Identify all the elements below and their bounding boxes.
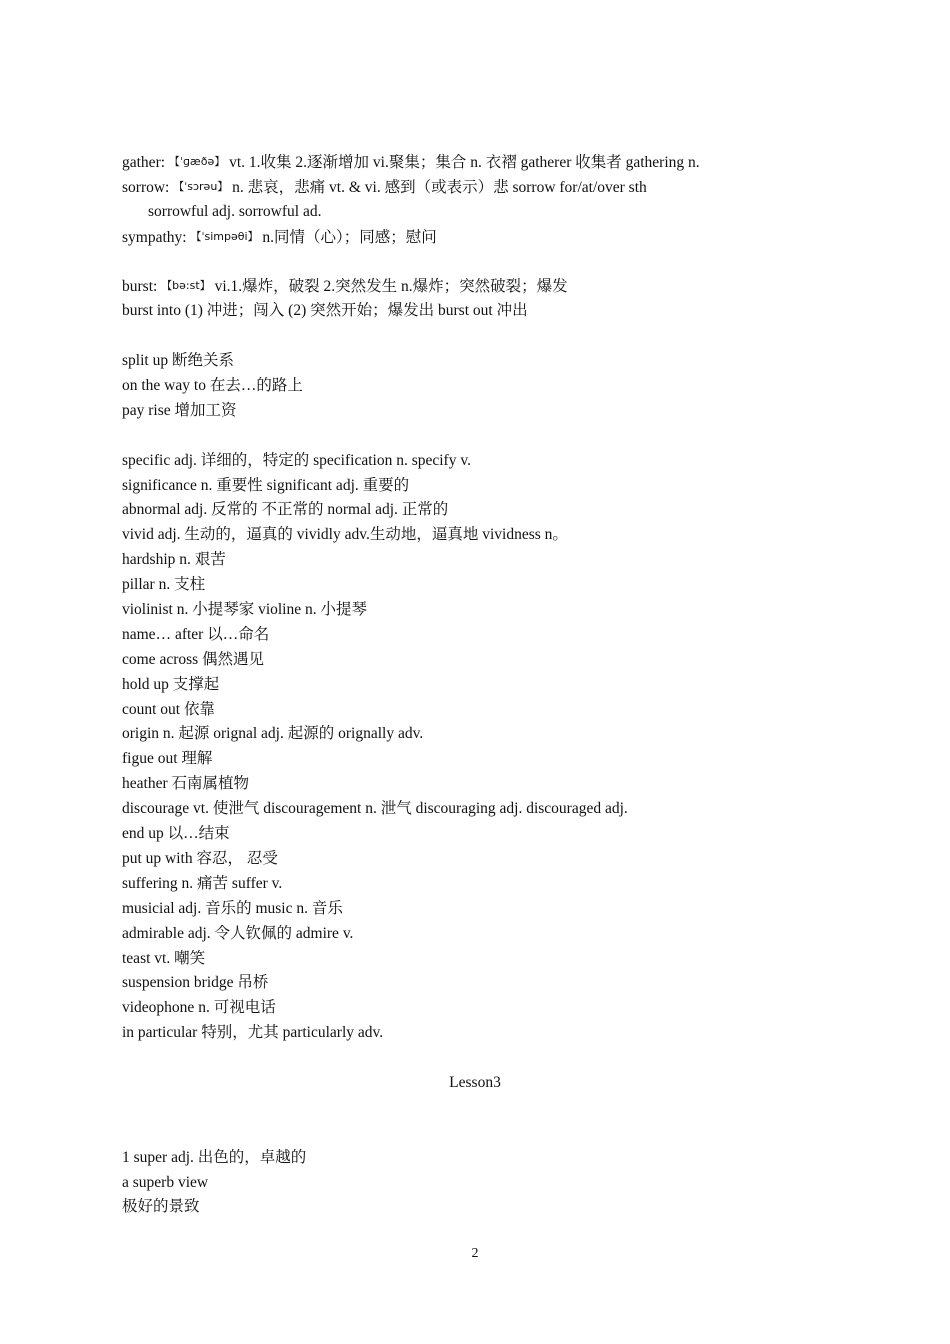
entry-hardship: hardship n. 艰苦 xyxy=(122,551,226,569)
entry-name-after: name… after 以…命名 xyxy=(122,625,270,643)
blank-line xyxy=(122,250,822,275)
lesson-heading: Lesson3 xyxy=(449,1073,501,1091)
entry-suspension-bridge: suspension bridge 吊桥 xyxy=(122,974,269,992)
blank-line xyxy=(122,1046,822,1071)
entry-count-out: count out 依靠 xyxy=(122,700,215,718)
entry-figue-out: figue out 理解 xyxy=(122,750,213,768)
entry-put-up-with: put up with 容忍， 忍受 xyxy=(122,849,278,867)
entry-vivid: vivid adj. 生动的，逼真的 vividly adv.生动地，逼真地 vividness n。 xyxy=(122,526,568,544)
entry-on-the-way-to: on the way to 在去…的路上 xyxy=(122,377,303,395)
entry-abnormal: abnormal adj. 反常的 不正常的 normal adj. 正常的 xyxy=(122,501,449,519)
entry-admirable: admirable adj. 令人钦佩的 admire v. xyxy=(122,924,354,942)
entry-split-up: split up 断绝关系 xyxy=(122,352,234,370)
entry-sympathy: sympathy: 【ˈsimpəθi】 n.同情（心）；同感；慰问 xyxy=(122,228,437,246)
entry-sorrow: sorrow: 【ˈsɔrəu】 n. 悲哀，悲痛 vt. & vi. 感到（或表示）悲 sorrow for/at/over sth xyxy=(122,178,647,196)
entry-super: 1 super adj. 出色的，卓越的 xyxy=(122,1148,307,1166)
entry-hold-up: hold up 支撑起 xyxy=(122,675,220,693)
phonetic-gather: 【ˈɡæðə】 xyxy=(168,155,226,168)
entry-pillar: pillar n. 支柱 xyxy=(122,576,206,594)
entry-videophone: videophone n. 可视电话 xyxy=(122,999,276,1017)
entry-teast: teast vt. 嘲笑 xyxy=(122,949,206,967)
entry-pay-rise: pay rise 增加工资 xyxy=(122,401,237,419)
phonetic-burst: 【bə:st】 xyxy=(161,279,211,293)
entry-gather: gather: 【ˈɡæðə】 vt. 1.收集 2.逐渐增加 vi.聚集；集合 n. 衣褶 gatherer 收集者 gathering n. xyxy=(122,154,700,171)
entry-come-across: come across 偶然遇见 xyxy=(122,650,265,668)
document-body xyxy=(122,150,822,1220)
phonetic-sorrow: 【ˈsɔrəu】 xyxy=(173,179,229,193)
entry-suffering: suffering n. 痛苦 suffer v. xyxy=(122,874,283,892)
entry-burst-into: burst into (1) 冲进；闯入 (2) 突然开始；爆发出 burst out 冲出 xyxy=(122,302,528,320)
entry-significance: significance n. 重要性 significant adj. 重要的 xyxy=(122,476,410,494)
entry-violinist: violinist n. 小提琴家 violine n. 小提琴 xyxy=(122,601,367,619)
entry-heather: heather 石南属植物 xyxy=(122,775,249,793)
example-translation: 极好的景致 xyxy=(122,1198,200,1216)
entry-burst: burst: 【bə:st】 vi.1.爆炸，破裂 2.突然发生 n.爆炸；突然破裂；爆发 xyxy=(122,278,568,296)
entry-origin: origin n. 起源 orignal adj. 起源的 orignally adv. xyxy=(122,725,424,743)
page-number: 2 xyxy=(471,1246,479,1261)
entry-musicial: musicial adj. 音乐的 music n. 音乐 xyxy=(122,899,343,917)
blank-line xyxy=(122,324,822,349)
blank-line xyxy=(122,1121,822,1146)
entry-in-particular: in particular 特别，尤其 particularly adv. xyxy=(122,1024,384,1042)
blank-line xyxy=(122,424,822,449)
example-superb-view: a superb view xyxy=(122,1173,209,1191)
entry-specific: specific adj. 详细的，特定的 specification n. specify v. xyxy=(122,451,471,469)
entry-end-up: end up 以…结束 xyxy=(122,825,230,843)
phonetic-sympathy: 【ˈsimpəθi】 xyxy=(190,229,259,243)
entry-discourage: discourage vt. 使泄气 discouragement n. 泄气 discouraging adj. discouraged adj. xyxy=(122,800,628,818)
entry-sorrow-continued: sorrowful adj. sorrowful ad. xyxy=(148,202,322,220)
blank-line xyxy=(122,1096,822,1121)
